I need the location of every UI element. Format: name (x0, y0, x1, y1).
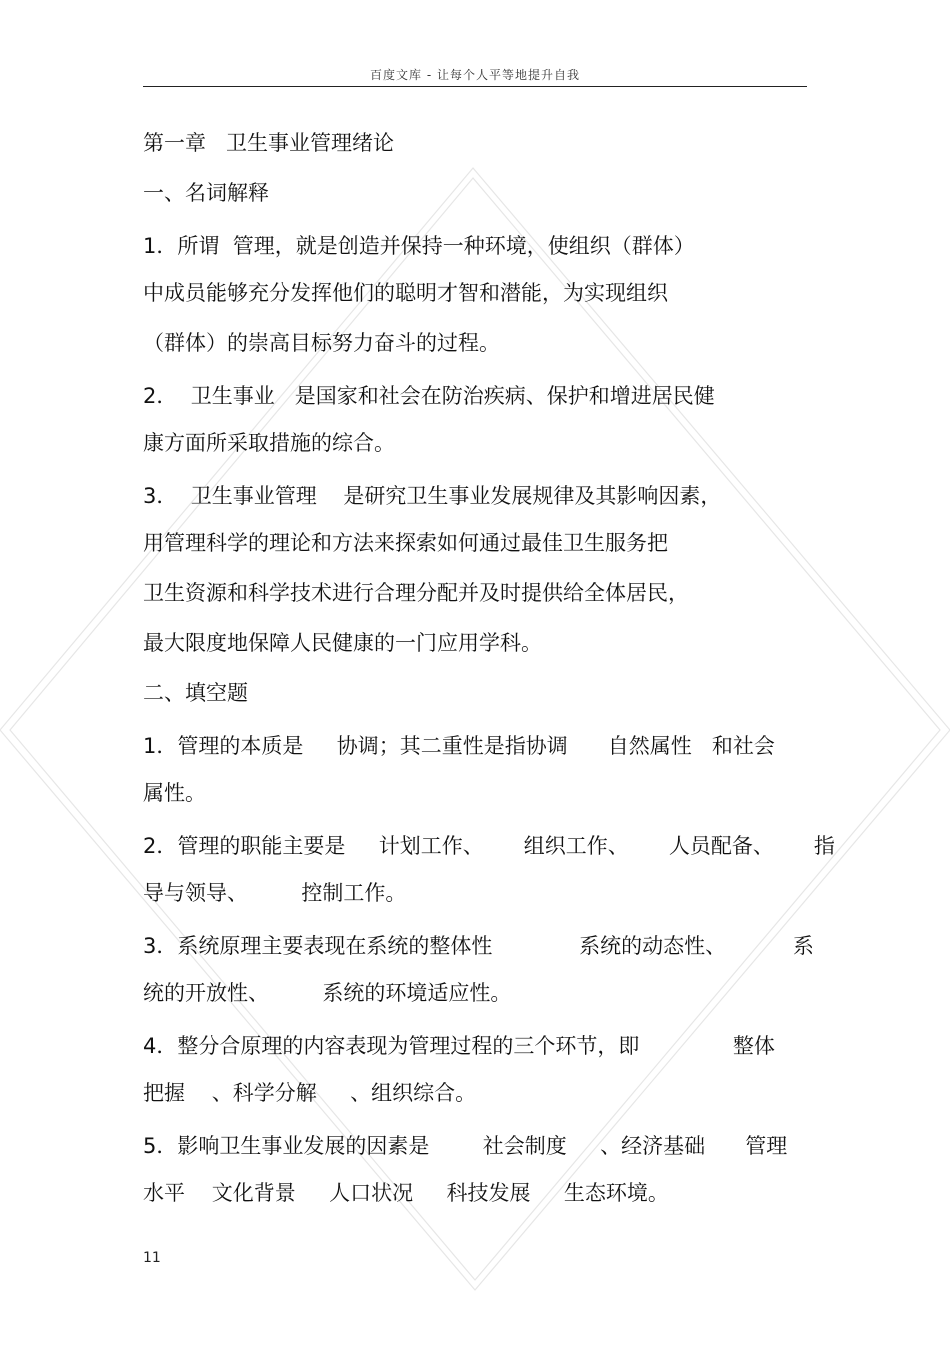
page-number: 11 (143, 1250, 161, 1266)
definition-2-line-1: 2． 卫生事业 是国家和社会在防治疾病、保护和增进居民健 (143, 384, 715, 408)
fill-blank-3-line-2: 统的开放性、 系统的环境适应性。 (143, 981, 512, 1005)
fill-blank-3-line-1: 3．系统原理主要表现在系统的整体性 系统的动态性、 系 (143, 934, 814, 958)
fill-blank-1-line-1: 1．管理的本质是 协调；其二重性是指协调 自然属性 和社会 (143, 734, 775, 758)
definition-3-line-1: 3． 卫生事业管理 是研究卫生事业发展规律及其影响因素， (143, 484, 722, 508)
definition-3-line-4: 最大限度地保障人民健康的一门应用学科。 (143, 631, 542, 655)
header-divider (143, 86, 807, 87)
section-heading-definitions: 一、名词解释 (143, 181, 269, 205)
page-header: 百度文库 - 让每个人平等地提升自我 (370, 68, 580, 82)
fill-blank-1-line-2: 属性。 (143, 781, 206, 805)
fill-blank-5-line-1: 5．影响卫生事业发展的因素是 社会制度 、经济基础 管理 (143, 1134, 788, 1158)
fill-blank-2-line-1: 2．管理的职能主要是 计划工作、 组织工作、 人员配备、 指 (143, 834, 835, 858)
fill-blank-4-line-1: 4．整分合原理的内容表现为管理过程的三个环节，即 整体 (143, 1034, 775, 1058)
definition-1-line-1: 1．所谓 管理，就是创造并保持一种环境，使组织（群体） (143, 234, 695, 258)
chapter-title: 第一章 卫生事业管理绪论 (143, 131, 395, 155)
fill-blank-4-line-2: 把握 、科学分解 、组织综合。 (143, 1081, 477, 1105)
definition-3-line-2: 用管理科学的理论和方法来探索如何通过最佳卫生服务把 (143, 531, 668, 555)
section-heading-fill-blank: 二、填空题 (143, 681, 248, 705)
fill-blank-5-line-2: 水平 文化背景 人口状况 科技发展 生态环境。 (143, 1181, 669, 1205)
definition-1-line-3: （群体）的崇高目标努力奋斗的过程。 (143, 331, 500, 355)
definition-1-line-2: 中成员能够充分发挥他们的聪明才智和潜能，为实现组织 (143, 281, 668, 305)
definition-3-line-3: 卫生资源和科学技术进行合理分配并及时提供给全体居民， (143, 581, 689, 605)
fill-blank-2-line-2: 导与领导、 控制工作。 (143, 881, 407, 905)
definition-2-line-2: 康方面所采取措施的综合。 (143, 431, 395, 455)
